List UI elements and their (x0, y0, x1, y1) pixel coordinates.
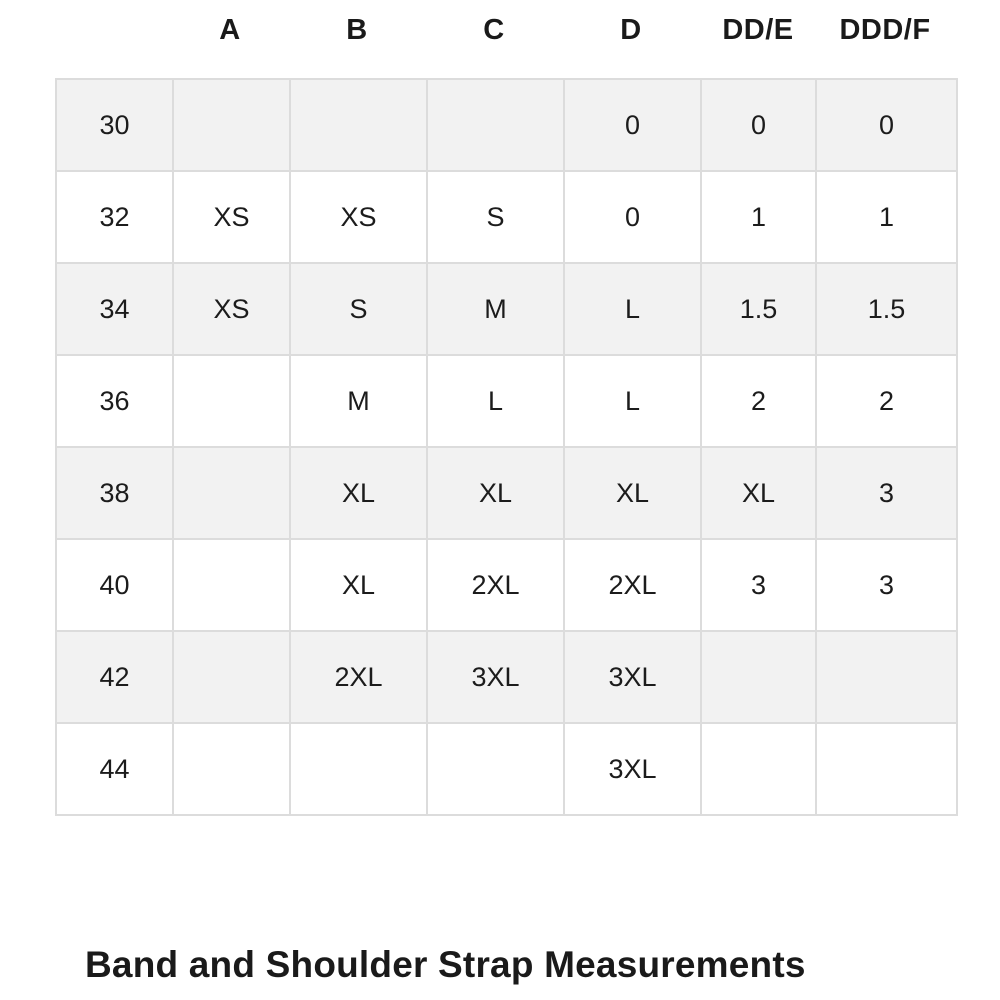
table-cell (816, 723, 957, 815)
table-cell: 1.5 (816, 263, 957, 355)
table-cell: 3 (701, 539, 816, 631)
table-cell (173, 355, 290, 447)
table-row (56, 723, 957, 815)
table-cell: 2XL (564, 539, 701, 631)
table-row (56, 631, 957, 723)
band-size-cell: 32 (56, 171, 173, 263)
chart-caption: Band and Shoulder Strap Measurements (85, 944, 806, 985)
column-header-d: D (620, 14, 642, 46)
table-cell (427, 723, 564, 815)
table-cell: S (290, 263, 427, 355)
table-cell: 1 (816, 171, 957, 263)
table-cell: L (564, 355, 701, 447)
table-cell: 2 (701, 355, 816, 447)
table-cell (173, 79, 290, 171)
table-cell: 3XL (564, 631, 701, 723)
table-cell: M (427, 263, 564, 355)
band-size-cell: 30 (56, 79, 173, 171)
table-cell: 0 (564, 171, 701, 263)
column-header-dd-e: DD/E (722, 14, 794, 46)
table-cell: 3XL (427, 631, 564, 723)
table-row (56, 447, 957, 539)
table-cell: XL (290, 447, 427, 539)
table-cell: 0 (816, 79, 957, 171)
table-cell: 3 (816, 539, 957, 631)
band-size-cell: 38 (56, 447, 173, 539)
band-size-cell: 36 (56, 355, 173, 447)
table-cell (816, 631, 957, 723)
table-cell: 2XL (290, 631, 427, 723)
band-size-cell: 42 (56, 631, 173, 723)
table-cell: 0 (564, 79, 701, 171)
table-cell: 1 (701, 171, 816, 263)
table-row (56, 355, 957, 447)
size-chart-table (55, 78, 958, 816)
table-cell: XS (290, 171, 427, 263)
cup-size-header (55, 0, 955, 78)
table-cell: XS (173, 171, 290, 263)
column-header-a: A (219, 14, 241, 46)
table-cell (427, 79, 564, 171)
table-cell (701, 631, 816, 723)
table-cell: 3XL (564, 723, 701, 815)
table-cell (290, 723, 427, 815)
table-cell (173, 539, 290, 631)
table-cell (701, 723, 816, 815)
table-cell: 3 (816, 447, 957, 539)
table-cell: XL (701, 447, 816, 539)
table-cell: S (427, 171, 564, 263)
table-row (56, 171, 957, 263)
table-row (56, 79, 957, 171)
band-size-cell: 34 (56, 263, 173, 355)
table-cell: XL (427, 447, 564, 539)
band-size-cell: 40 (56, 539, 173, 631)
table-cell: 1.5 (701, 263, 816, 355)
table-cell (173, 723, 290, 815)
table-cell: XL (564, 447, 701, 539)
table-cell: L (427, 355, 564, 447)
table-cell: 2 (816, 355, 957, 447)
table-row (56, 539, 957, 631)
table-cell: M (290, 355, 427, 447)
table-cell: XS (173, 263, 290, 355)
table-row (56, 263, 957, 355)
column-header-c: C (483, 14, 505, 46)
column-header-b: B (346, 14, 368, 46)
band-size-cell: 44 (56, 723, 173, 815)
table-cell (173, 631, 290, 723)
table-cell: 0 (701, 79, 816, 171)
table-cell (173, 447, 290, 539)
column-header-ddd-f: DDD/F (839, 14, 931, 46)
table-cell: L (564, 263, 701, 355)
table-cell: XL (290, 539, 427, 631)
table-cell (290, 79, 427, 171)
table-cell: 2XL (427, 539, 564, 631)
